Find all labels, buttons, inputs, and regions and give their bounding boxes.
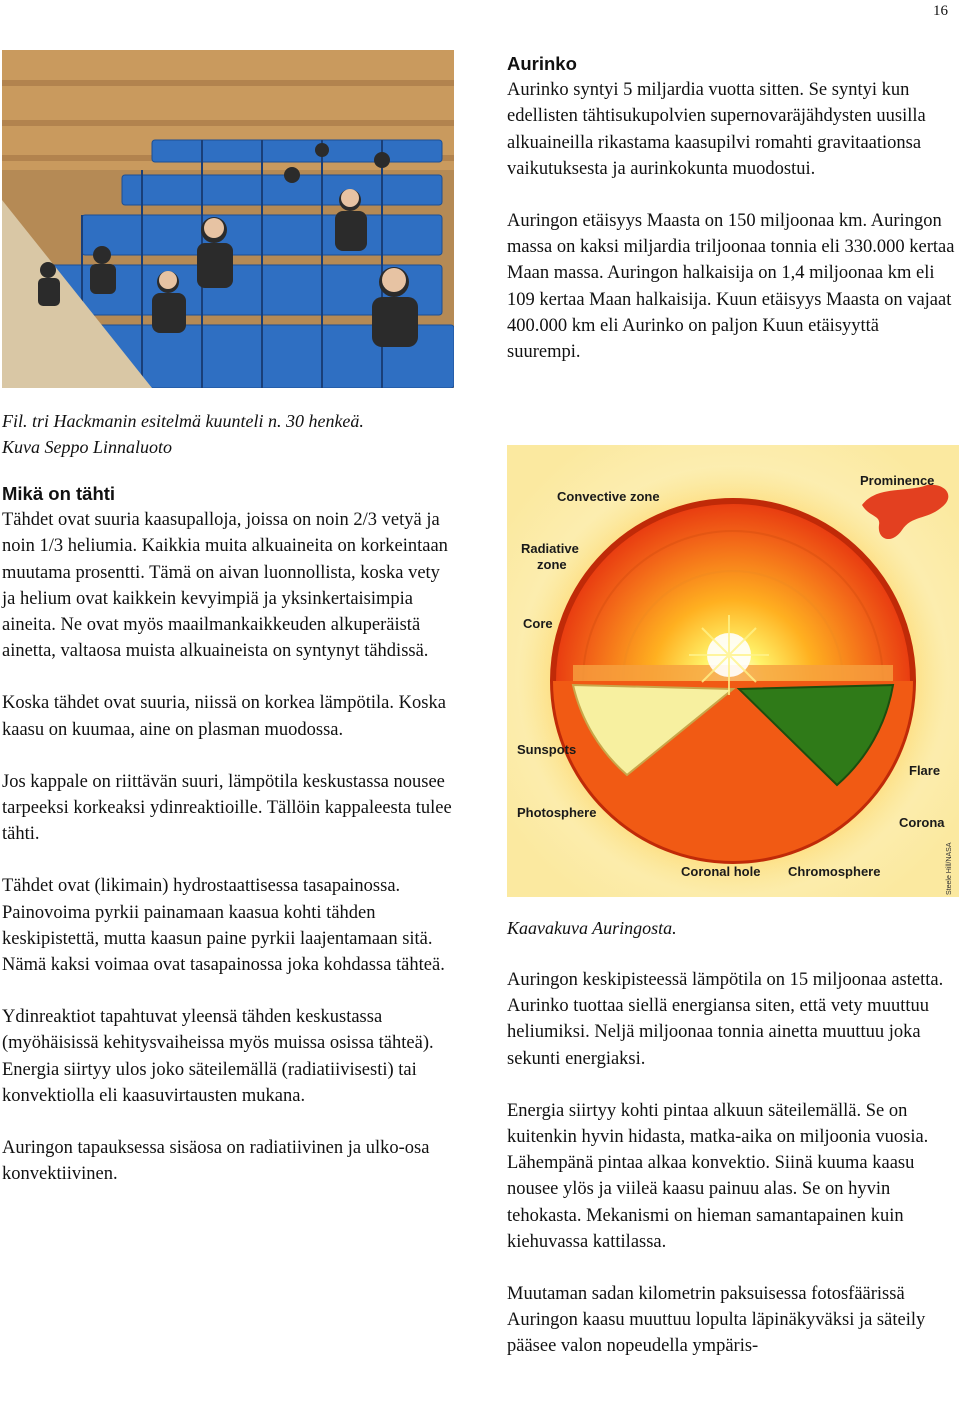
section-heading-star: Mikä on tähti — [2, 483, 116, 504]
label-flare: Flare — [909, 763, 941, 778]
label-convective-zone: Convective zone — [557, 489, 660, 504]
paragraph: Jos kappale on riittävän suuri, lämpötila keskustassa nousee tarpeeksi korkeaksi ydinreaktioille. Tällöin kappaleesta tulee tähti. — [2, 771, 452, 845]
paragraph: Koska tähdet ovat suuria, niissä on korkea lämpötila. Koska kaasu on kuumaa, aine on plasman muodossa. — [2, 693, 446, 740]
audience-photo — [2, 50, 454, 388]
label-corona: Corona — [899, 815, 945, 830]
label-photosphere: Photosphere — [517, 805, 597, 820]
paragraph: Ydinreaktiot tapahtuvat yleensä tähden keskustassa (myöhäisissä kehitysvaiheissa myös muissa osissa tähteä). Energia siirtyy ulos joko säteilemällä (radiatiivisesti) tai konvektiolla eli kaasuvirtausten mukana. — [2, 1007, 434, 1106]
paragraph: Auringon keskipisteessä lämpötila on 15 miljoonaa astetta. Aurinko tuottaa siellä energiansa siten, että vety muuttuu heliumiksi. Neljä miljoonaa tonnia ainetta muuttuu joka sekunti energiaksi. — [507, 970, 944, 1069]
label-coronal-hole: Coronal hole — [681, 864, 761, 879]
sun-diagram — [507, 445, 959, 897]
paragraph: Muutaman sadan kilometrin paksuisessa fotosfäärissä Auringon kaasu muuttuu lopulta läpinäkyväksi ja säteily pääsee valon nopeudella ympäris- — [507, 1284, 926, 1357]
paragraph: Tähdet ovat (likimain) hydrostaattisessa tasapainossa. Painovoima pyrkii painamaan kaasua kohti tähden keskipistettä, mutta kaasun paine pyrkii laajentamaan sitä. Nämä kaksi voimaa ovat tasapainossa joka kohdassa tähteä. — [2, 876, 445, 976]
section-heading-sun: Aurinko — [507, 53, 577, 74]
label-core: Core — [523, 616, 553, 631]
label-radiative-zone-2: zone — [537, 557, 567, 572]
photo-credit: Kuva Seppo Linnaluoto — [2, 437, 172, 457]
image-credit: Steele Hill/NASA — [946, 842, 953, 895]
label-chromosphere: Chromosphere — [788, 864, 881, 879]
page-number: 16 — [933, 3, 948, 19]
photo-caption: Fil. tri Hackmanin esitelmä kuunteli n. 30 henkeä. — [2, 411, 364, 431]
label-radiative-zone: Radiative — [521, 541, 579, 556]
label-sunspots: Sunspots — [517, 742, 577, 757]
paragraph: Energia siirtyy kohti pintaa alkuun säteilemällä. Se on kuitenkin hyvin hidasta, matka-aika on miljoonia vuosia. Lähempänä pintaa alkaa konvektio. Siinä kuuma kaasu nousee ylös ja viileä kaasu painuu alas. Se on hyvin tehokasta. Mekanismi on hieman samantapainen kuin kiehuvassa kattilassa. — [507, 1100, 929, 1252]
diagram-caption: Kaavakuva Auringosta. — [507, 918, 677, 938]
paragraph: Tähdet ovat suuria kaasupalloja, joissa on noin 2/3 vetyä ja noin 1/3 heliumia. Kaikkia muita alkuaineita on korkeintaan muutama prosentti. Tämä on aivan luonnollista, koska vety ja helium ovat kaikkein kevyimpiä ja yksinkertaisimpia aineita. Ne ovat myös maailmankaikkeuden alkuperäistä ainetta, valtaosa muista alkuaineista on syntynyt tähdissä. — [2, 510, 448, 662]
label-prominence: Prominence — [860, 473, 935, 488]
paragraph: Aurinko syntyi 5 miljardia vuotta sitten. Se syntyi kun edellisten tähtisukupolvien supernovaräjähdysten uusilla alkuaineilla rikastama kaasupilvi romahti gravitaationsa vaikutuksesta ja aurinkokunta muodostui. — [507, 80, 926, 179]
paragraph: Auringon tapauksessa sisäosa on radiatiivinen ja ulko-osa konvektiivinen. — [2, 1138, 430, 1185]
paragraph: Auringon etäisyys Maasta on 150 miljoonaa km. Auringon massa on kaksi miljardia triljoonaa tonnia eli 330.000 kertaa Maan massa. Auringon halkaisija on 1,4 miljoonaa km eli 109 kertaa Maan halkaisija. Kuun etäisyys Maasta on vajaat 400.000 km eli Aurinko on paljon Kuun etäisyyttä suurempi. — [507, 211, 955, 363]
